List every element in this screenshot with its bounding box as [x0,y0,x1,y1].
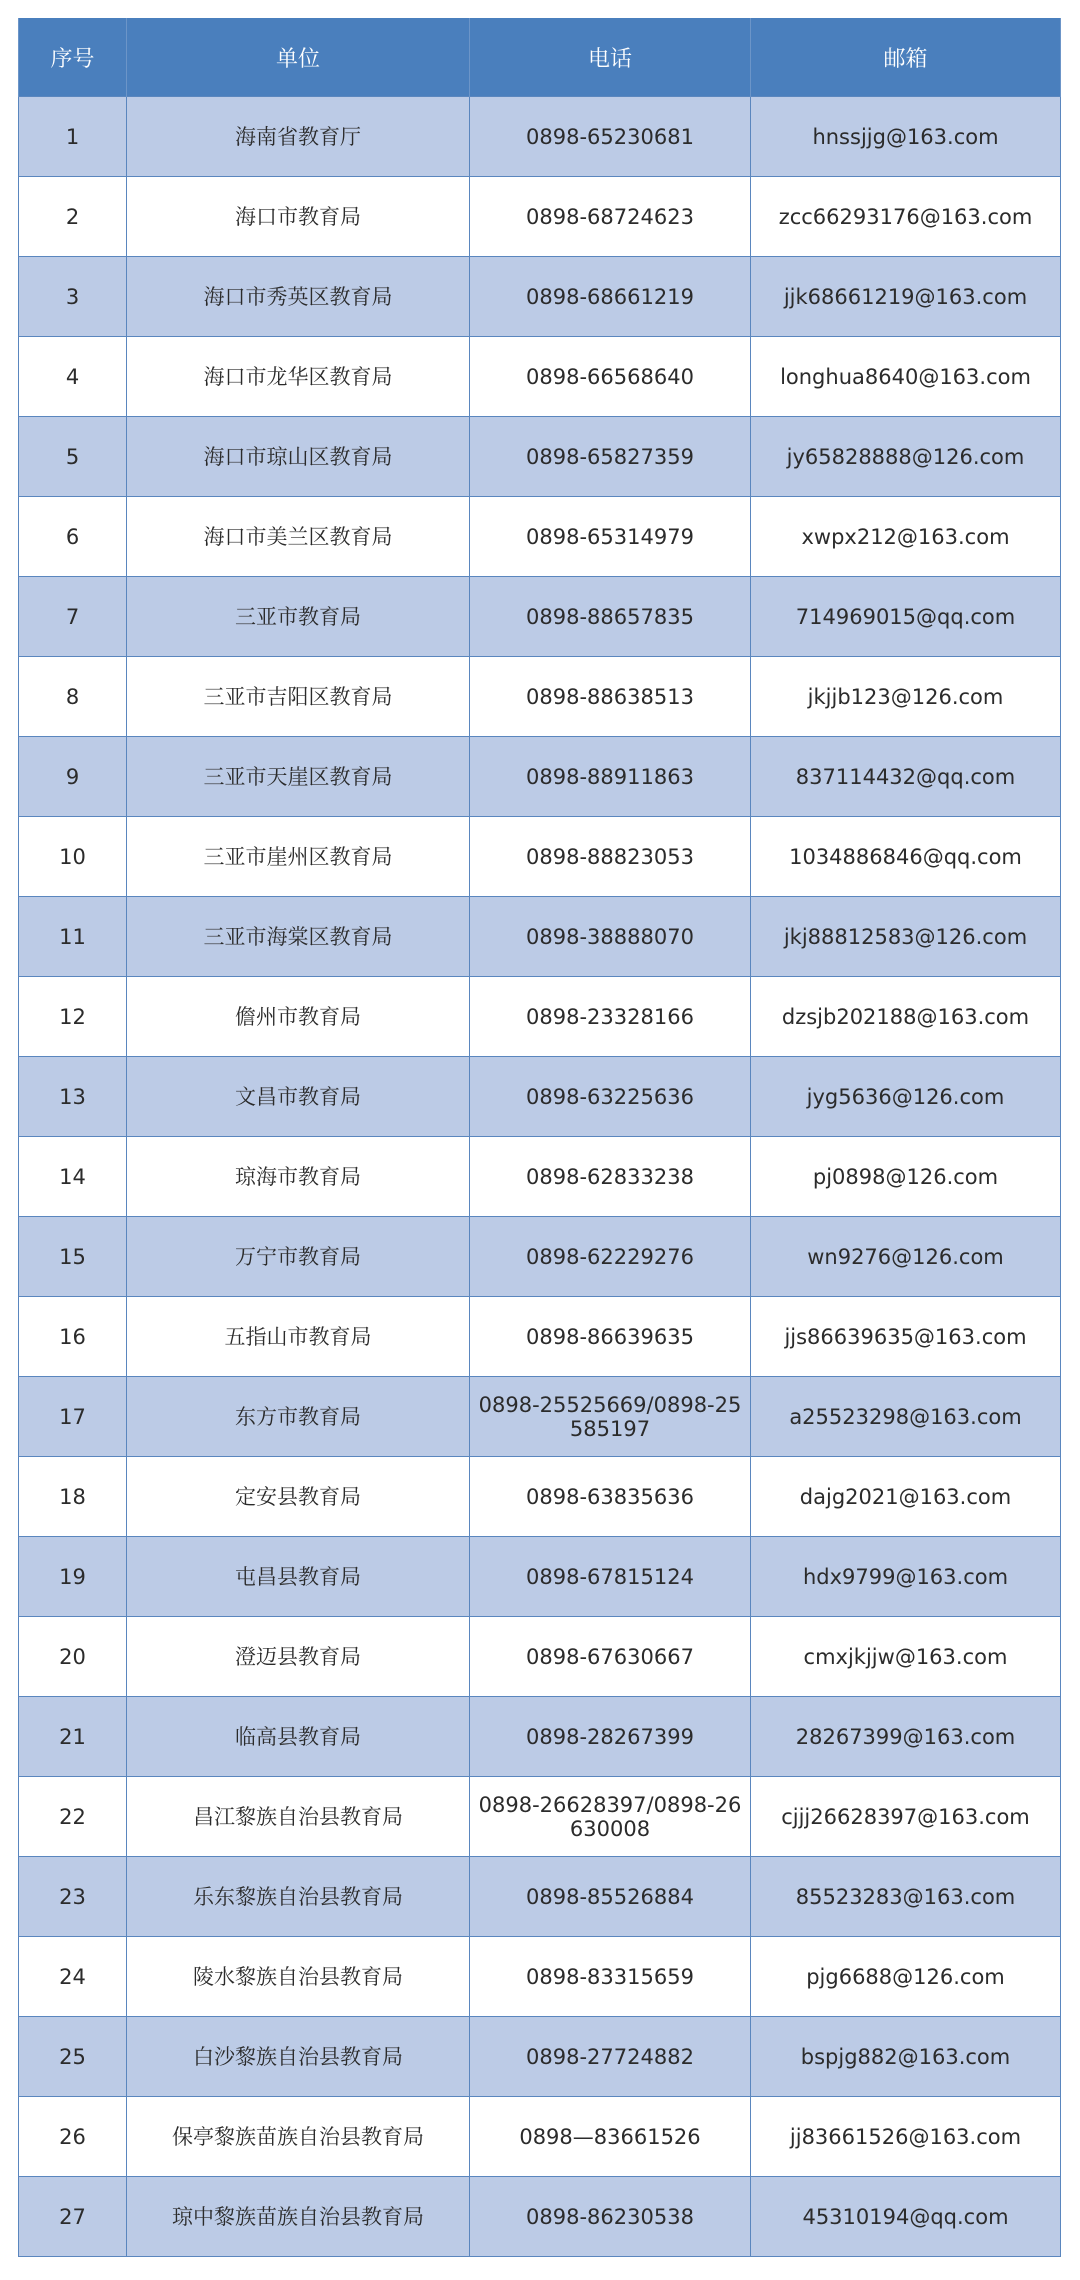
table-row [19,1377,1061,1457]
table-header [19,18,1061,97]
table-row [19,2177,1061,2257]
cell-unit: 东方市教育局 [127,1377,470,1457]
table-row [19,2017,1061,2097]
cell-unit: 三亚市教育局 [127,577,470,657]
cell-email: a25523298@163.com [751,1377,1061,1457]
cell-index: 16 [19,1297,127,1377]
table-row [19,177,1061,257]
table-row [19,497,1061,577]
cell-email: 1034886846@qq.com [751,817,1061,897]
cell-email: hdx9799@163.com [751,1537,1061,1617]
cell-phone: 0898-66568640 [470,337,751,417]
cell-email: zcc66293176@163.com [751,177,1061,257]
table-row [19,417,1061,497]
cell-email: jjk68661219@163.com [751,257,1061,337]
table-row [19,657,1061,737]
cell-phone: 0898-88638513 [470,657,751,737]
cell-unit: 定安县教育局 [127,1457,470,1537]
cell-phone: 0898-88911863 [470,737,751,817]
cell-phone: 0898-27724882 [470,2017,751,2097]
table-row [19,1777,1061,1857]
cell-phone: 0898-63835636 [470,1457,751,1537]
cell-unit: 乐东黎族自治县教育局 [127,1857,470,1937]
table-row [19,977,1061,1057]
table-row [19,737,1061,817]
cell-index: 23 [19,1857,127,1937]
table-row [19,1697,1061,1777]
cell-phone: 0898-67630667 [470,1617,751,1697]
cell-phone: 0898-62229276 [470,1217,751,1297]
table-body [19,97,1061,2257]
cell-email: pj0898@126.com [751,1137,1061,1217]
cell-email: bspjg882@163.com [751,2017,1061,2097]
table-row [19,337,1061,417]
cell-unit: 澄迈县教育局 [127,1617,470,1697]
cell-index: 14 [19,1137,127,1217]
cell-email: dajg2021@163.com [751,1457,1061,1537]
cell-index: 7 [19,577,127,657]
table-row [19,1617,1061,1697]
table-row [19,1137,1061,1217]
table-row [19,577,1061,657]
cell-index: 24 [19,1937,127,2017]
table-row [19,897,1061,977]
cell-index: 6 [19,497,127,577]
cell-unit: 三亚市崖州区教育局 [127,817,470,897]
cell-phone: 0898-62833238 [470,1137,751,1217]
cell-unit: 三亚市海棠区教育局 [127,897,470,977]
cell-email: jyg5636@126.com [751,1057,1061,1137]
cell-index: 8 [19,657,127,737]
cell-unit: 三亚市吉阳区教育局 [127,657,470,737]
cell-phone: 0898-63225636 [470,1057,751,1137]
cell-phone: 0898-23328166 [470,977,751,1057]
cell-index: 17 [19,1377,127,1457]
cell-unit: 琼中黎族苗族自治县教育局 [127,2177,470,2257]
contact-table [18,18,1061,2257]
cell-unit: 五指山市教育局 [127,1297,470,1377]
cell-email: 714969015@qq.com [751,577,1061,657]
cell-phone: 0898—83661526 [470,2097,751,2177]
cell-index: 9 [19,737,127,817]
cell-phone: 0898-88823053 [470,817,751,897]
cell-unit: 昌江黎族自治县教育局 [127,1777,470,1857]
cell-email: 85523283@163.com [751,1857,1061,1937]
cell-unit: 临高县教育局 [127,1697,470,1777]
cell-phone: 0898-65230681 [470,97,751,177]
cell-unit: 万宁市教育局 [127,1217,470,1297]
cell-email: hnssjjg@163.com [751,97,1061,177]
cell-email: dzsjb202188@163.com [751,977,1061,1057]
cell-unit: 文昌市教育局 [127,1057,470,1137]
cell-index: 3 [19,257,127,337]
cell-unit: 海口市美兰区教育局 [127,497,470,577]
cell-phone: 0898-88657835 [470,577,751,657]
cell-email: 45310194@qq.com [751,2177,1061,2257]
cell-index: 25 [19,2017,127,2097]
cell-email: 837114432@qq.com [751,737,1061,817]
cell-email: jkj88812583@126.com [751,897,1061,977]
cell-index: 27 [19,2177,127,2257]
cell-phone: 0898-86230538 [470,2177,751,2257]
table-row [19,1297,1061,1377]
table-row [19,97,1061,177]
cell-email: pjg6688@126.com [751,1937,1061,2017]
header-unit: 单位 [127,18,470,97]
cell-phone: 0898-85526884 [470,1857,751,1937]
cell-unit: 海口市琼山区教育局 [127,417,470,497]
cell-unit: 三亚市天崖区教育局 [127,737,470,817]
cell-email: xwpx212@163.com [751,497,1061,577]
table-row [19,1537,1061,1617]
cell-email: longhua8640@163.com [751,337,1061,417]
table-row [19,2097,1061,2177]
cell-email: jj83661526@163.com [751,2097,1061,2177]
cell-index: 2 [19,177,127,257]
header-email: 邮箱 [751,18,1061,97]
cell-phone: 0898-67815124 [470,1537,751,1617]
cell-email: cmxjkjjw@163.com [751,1617,1061,1697]
cell-index: 19 [19,1537,127,1617]
cell-index: 20 [19,1617,127,1697]
table-row [19,257,1061,337]
cell-index: 1 [19,97,127,177]
cell-unit: 海南省教育厅 [127,97,470,177]
cell-unit: 海口市秀英区教育局 [127,257,470,337]
cell-unit: 儋州市教育局 [127,977,470,1057]
cell-email: cjjj26628397@163.com [751,1777,1061,1857]
cell-index: 12 [19,977,127,1057]
cell-phone: 0898-65314979 [470,497,751,577]
table-row [19,1457,1061,1537]
cell-phone: 0898-26628397/0898-26630008 [470,1777,751,1857]
cell-unit: 海口市教育局 [127,177,470,257]
cell-email: wn9276@126.com [751,1217,1061,1297]
cell-email: jy65828888@126.com [751,417,1061,497]
cell-index: 5 [19,417,127,497]
cell-unit: 陵水黎族自治县教育局 [127,1937,470,2017]
header-phone: 电话 [470,18,751,97]
cell-phone: 0898-28267399 [470,1697,751,1777]
cell-phone: 0898-25525669/0898-25585197 [470,1377,751,1457]
cell-phone: 0898-86639635 [470,1297,751,1377]
table-row [19,1857,1061,1937]
table-row [19,1937,1061,2017]
cell-phone: 0898-38888070 [470,897,751,977]
table-row [19,1057,1061,1137]
cell-email: 28267399@163.com [751,1697,1061,1777]
cell-phone: 0898-83315659 [470,1937,751,2017]
cell-email: jkjjb123@126.com [751,657,1061,737]
cell-unit: 海口市龙华区教育局 [127,337,470,417]
header-row [19,18,1061,97]
cell-unit: 保亭黎族苗族自治县教育局 [127,2097,470,2177]
cell-index: 21 [19,1697,127,1777]
cell-phone: 0898-68661219 [470,257,751,337]
cell-index: 10 [19,817,127,897]
header-index: 序号 [19,18,127,97]
cell-index: 11 [19,897,127,977]
cell-index: 15 [19,1217,127,1297]
table-row [19,1217,1061,1297]
cell-unit: 屯昌县教育局 [127,1537,470,1617]
cell-phone: 0898-68724623 [470,177,751,257]
cell-index: 18 [19,1457,127,1537]
cell-email: jjs86639635@163.com [751,1297,1061,1377]
cell-phone: 0898-65827359 [470,417,751,497]
cell-index: 4 [19,337,127,417]
table-row [19,817,1061,897]
cell-index: 13 [19,1057,127,1137]
cell-unit: 白沙黎族自治县教育局 [127,2017,470,2097]
cell-index: 22 [19,1777,127,1857]
cell-index: 26 [19,2097,127,2177]
cell-unit: 琼海市教育局 [127,1137,470,1217]
contact-table-container [18,18,1060,2257]
